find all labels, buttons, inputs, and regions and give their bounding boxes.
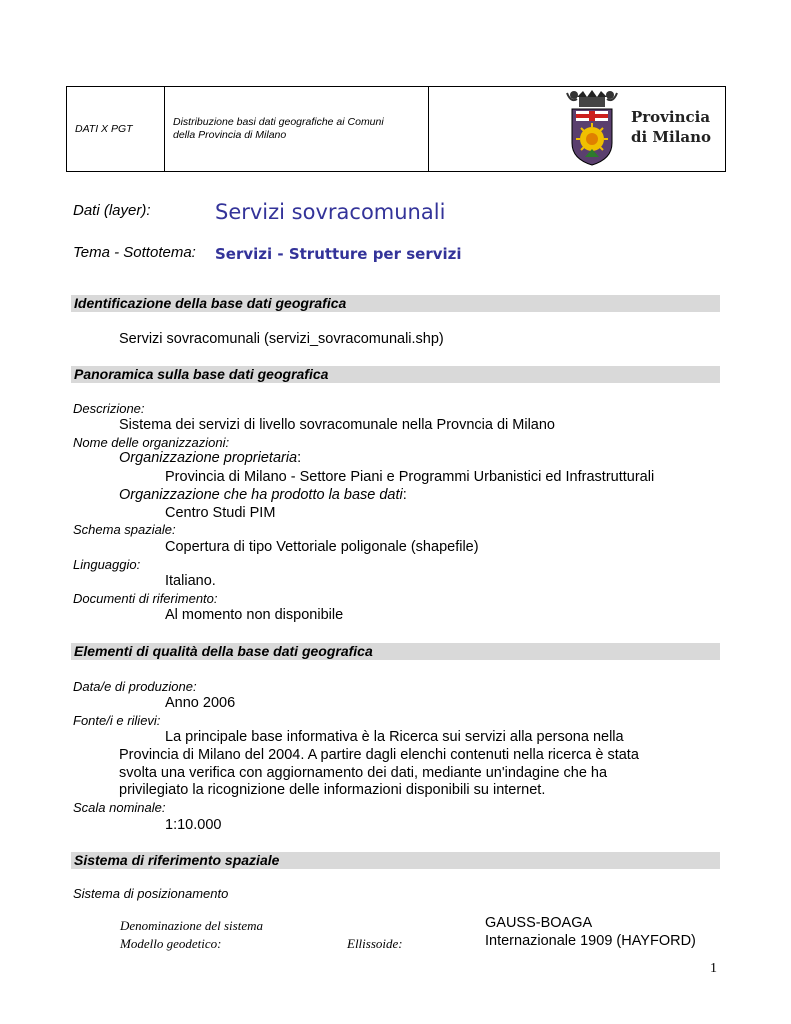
ellissoide-label: Ellissoide: <box>347 936 403 951</box>
data-produzione-value: Anno 2006 <box>165 695 236 711</box>
logo-text-line1: Provincia <box>631 108 711 126</box>
scala-label: Scala nominale: <box>73 800 166 815</box>
data-produzione-label: Data/e di produzione: <box>73 679 197 694</box>
fonte-label: Fonte/i e rilievi: <box>73 713 161 728</box>
coat-of-arms-icon <box>563 89 621 167</box>
fonte-line3: svolta una verifica con aggiornamento dei dati, mediante un'indagine che ha <box>119 765 608 781</box>
header-table <box>66 86 726 172</box>
tema-value: Servizi - Strutture per servizi <box>215 245 462 263</box>
modello-label: Modello geodetico: <box>120 936 222 951</box>
schema-value: Copertura di tipo Vettoriale poligonale (shapefile) <box>165 539 479 555</box>
section-riferimento: Sistema di riferimento spaziale <box>71 852 720 869</box>
dati-title: Servizi sovracomunali <box>215 200 446 224</box>
linguaggio-label: Linguaggio: <box>73 557 141 572</box>
denominazione-label: Denominazione del sistema <box>120 918 263 933</box>
header-description-line1: Distribuzione basi dati geografiche ai Comuni <box>173 116 384 128</box>
fonte-line1: La principale base informativa è la Ricerca sui servizi alla persona nella <box>165 729 624 745</box>
identificazione-file: Servizi sovracomunali (servizi_sovracomunali.shp) <box>119 331 444 347</box>
posizionamento-label: Sistema di posizionamento <box>73 886 229 901</box>
dati-label: Dati (layer): <box>73 202 151 219</box>
org-proprietaria-label: Organizzazione proprietaria: <box>119 450 302 466</box>
ellissoide-value: Internazionale 1909 (HAYFORD) <box>485 933 696 949</box>
schema-label: Schema spaziale: <box>73 522 176 537</box>
descrizione-value: Sistema dei servizi di livello sovracomunale nella Provncia di Milano <box>119 417 555 433</box>
header-code: DATI X PGT <box>67 87 165 171</box>
org-prodotto-label: Organizzazione che ha prodotto la base dati: <box>119 487 407 503</box>
scala-value: 1:10.000 <box>165 817 222 833</box>
org-prodotto-value: Centro Studi PIM <box>165 505 276 521</box>
documenti-value: Al momento non disponibile <box>165 607 344 623</box>
header-description <box>165 87 429 171</box>
fonte-line4: privilegiato la ricognizione delle informazioni disponibili su internet. <box>119 782 546 798</box>
provincia-logo <box>429 87 727 171</box>
documenti-label: Documenti di riferimento: <box>73 591 218 606</box>
descrizione-label: Descrizione: <box>73 401 145 416</box>
section-panoramica: Panoramica sulla base dati geografica <box>71 366 720 383</box>
header-description-line2: della Provincia di Milano <box>173 129 287 141</box>
logo-text-line2: di Milano <box>631 128 712 146</box>
tema-label: Tema - Sottotema: <box>73 244 196 261</box>
page-number: 1 <box>710 961 717 976</box>
fonte-line2: Provincia di Milano del 2004. A partire dagli elenchi contenuti nella ricerca è stata <box>119 747 639 763</box>
section-qualita: Elementi di qualità della base dati geografica <box>71 643 720 660</box>
nome-organizzazioni-label: Nome delle organizzazioni: <box>73 435 230 450</box>
section-identificazione: Identificazione della base dati geografica <box>71 295 720 312</box>
linguaggio-value: Italiano. <box>165 573 216 589</box>
org-proprietaria-value: Provincia di Milano - Settore Piani e Programmi Urbanistici ed Infrastrutturali <box>165 469 655 485</box>
denominazione-value: GAUSS-BOAGA <box>485 915 593 931</box>
